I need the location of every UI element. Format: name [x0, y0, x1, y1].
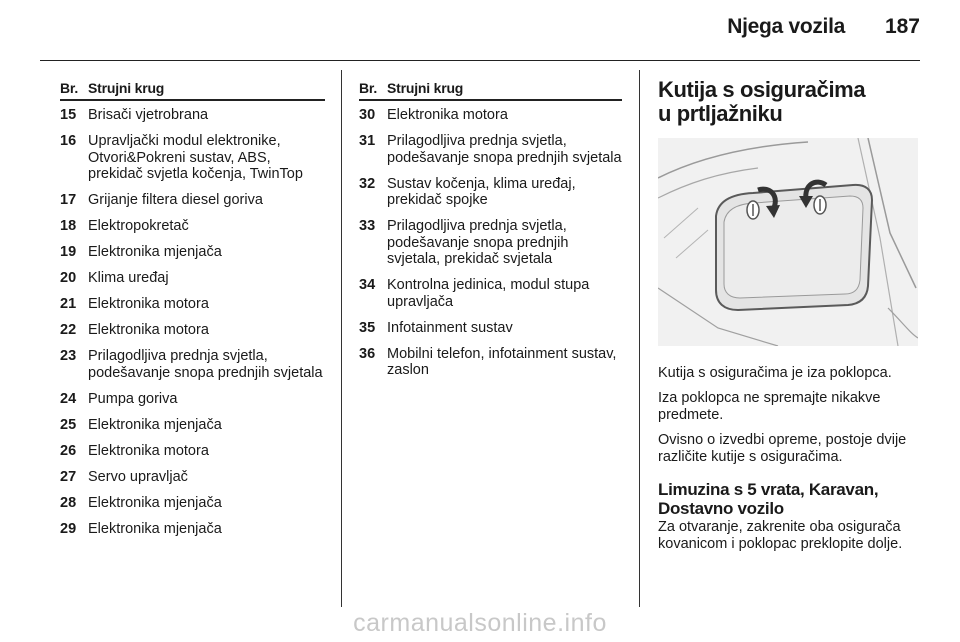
fuse-number: 30: [359, 107, 376, 123]
table-row: [359, 320, 622, 337]
fuse-circuit: Elektronika motora: [88, 322, 209, 338]
fuse-circuit: Elektronika mjenjača: [88, 244, 222, 260]
table-row: [60, 244, 325, 261]
fuse-number: 20: [60, 270, 77, 286]
table-row: [60, 218, 325, 235]
fuse-number: 16: [60, 133, 77, 149]
table-row: [60, 348, 325, 381]
column-header-circuit: Strujni krug: [88, 80, 165, 96]
fuse-table-middle: [359, 80, 622, 388]
table-row: [60, 192, 325, 209]
column-header-number: Br.: [359, 80, 378, 96]
fuse-circuit: Servo upravljač: [88, 468, 188, 485]
paragraph: Kutija s osiguračima je iza poklopca.: [658, 365, 892, 381]
fuse-circuit: Pumpa goriva: [88, 390, 178, 407]
fuse-circuit: Brisači vjetrobrana: [88, 107, 209, 123]
fuse-circuit: Elektronika mjenjača: [88, 520, 222, 537]
table-row: [60, 270, 325, 287]
fuse-number: 19: [60, 244, 77, 260]
table-row: [60, 322, 325, 339]
table-row: [60, 469, 325, 486]
fuse-number: 36: [359, 345, 376, 362]
fuse-number: 35: [359, 319, 376, 336]
fuse-table-left: [60, 80, 325, 547]
fuse-circuit: Elektronika mjenjača: [88, 416, 222, 433]
page-header: [0, 0, 960, 62]
fuse-number: 18: [60, 218, 77, 234]
section-title-line: Kutija s osiguračima: [658, 77, 866, 102]
fuse-circuit: Upravljački modul elektronike, Otvori&Pokreni sustav, ABS, prekidač svjetla kočenja, TwinTop: [88, 133, 303, 182]
section-title: [658, 78, 923, 126]
paragraph: Za otvaranje, zakrenite oba osigurača kovanicom i poklopac preklopite dolje.: [658, 519, 903, 552]
fuse-circuit: Elektronika motora: [88, 296, 209, 312]
table-row: [60, 107, 325, 124]
table-row: [60, 391, 325, 408]
fuse-circuit: Grijanje filtera diesel goriva: [88, 192, 263, 208]
fuse-number: 24: [60, 390, 77, 407]
trunk-fuse-cover-illustration: [658, 138, 918, 346]
section-title-line: u prtljažniku: [658, 101, 783, 126]
fuse-circuit: Prilagodljiva prednja svjetla, podešavanje snopa prednjih svjetala, prekidač svjetala: [387, 218, 569, 267]
column-header-number: Br.: [60, 80, 79, 96]
table-row: [359, 133, 622, 166]
fuse-circuit: Klima uređaj: [88, 270, 169, 286]
fuse-number: 31: [359, 133, 376, 149]
watermark: carmanualsonline.info: [353, 609, 607, 637]
fuse-box-section: [658, 78, 923, 561]
fuse-number: 32: [359, 175, 376, 192]
column-divider-left: [341, 70, 342, 607]
table-row: [359, 277, 622, 310]
fuse-number: 27: [60, 468, 77, 485]
table-header: [60, 80, 325, 101]
fuse-number: 15: [60, 107, 77, 123]
fuse-circuit: Elektronika motora: [88, 442, 209, 459]
column-divider-right: [639, 70, 640, 607]
fuse-circuit: Prilagodljiva prednja svjetla, podešavanje snopa prednjih svjetala: [387, 133, 622, 166]
table-row: [60, 417, 325, 434]
fuse-circuit: Mobilni telefon, infotainment sustav, zaslon: [387, 345, 617, 378]
table-row: [60, 495, 325, 512]
paragraph: Ovisno o izvedbi opreme, postoje dvije različite kutije s osiguračima.: [658, 432, 907, 465]
fuse-number: 23: [60, 348, 77, 364]
header-divider: [40, 60, 920, 61]
subsection-title: Limuzina s 5 vrata, Karavan, Dostavno vozilo: [658, 480, 879, 518]
table-row: [359, 346, 622, 379]
fuse-number: 21: [60, 296, 77, 312]
fuse-circuit: Elektronika mjenjača: [88, 494, 222, 511]
fuse-circuit: Elektropokretač: [88, 218, 189, 234]
paragraph: Iza poklopca ne spremajte nikakve predmete.: [658, 390, 881, 423]
table-row: [359, 218, 622, 268]
fuse-number: 22: [60, 322, 77, 338]
table-row: [60, 296, 325, 313]
table-row: [60, 443, 325, 460]
table-row: [60, 133, 325, 183]
fuse-number: 28: [60, 494, 77, 511]
fuse-number: 26: [60, 442, 77, 459]
fuse-number: 33: [359, 218, 376, 234]
fuse-circuit: Infotainment sustav: [387, 319, 513, 336]
table-row: [359, 176, 622, 209]
table-header: [359, 80, 622, 101]
fuse-circuit: Sustav kočenja, klima uređaj, prekidač spojke: [387, 175, 576, 208]
fuse-number: 25: [60, 416, 77, 433]
page-number: 187: [884, 15, 920, 38]
fuse-circuit: Kontrolna jedinica, modul stupa upravljača: [387, 277, 590, 310]
table-row: [60, 521, 325, 538]
fuse-circuit: Prilagodljiva prednja svjetla, podešavanje snopa prednjih svjetala: [88, 348, 323, 381]
column-header-circuit: Strujni krug: [387, 80, 464, 96]
fuse-number: 29: [60, 520, 77, 537]
fuse-circuit: Elektronika motora: [387, 107, 508, 123]
fuse-number: 17: [60, 192, 77, 208]
fuse-number: 34: [359, 277, 376, 293]
table-row: [359, 107, 622, 124]
section-header-title: Njega vozila: [727, 15, 845, 38]
